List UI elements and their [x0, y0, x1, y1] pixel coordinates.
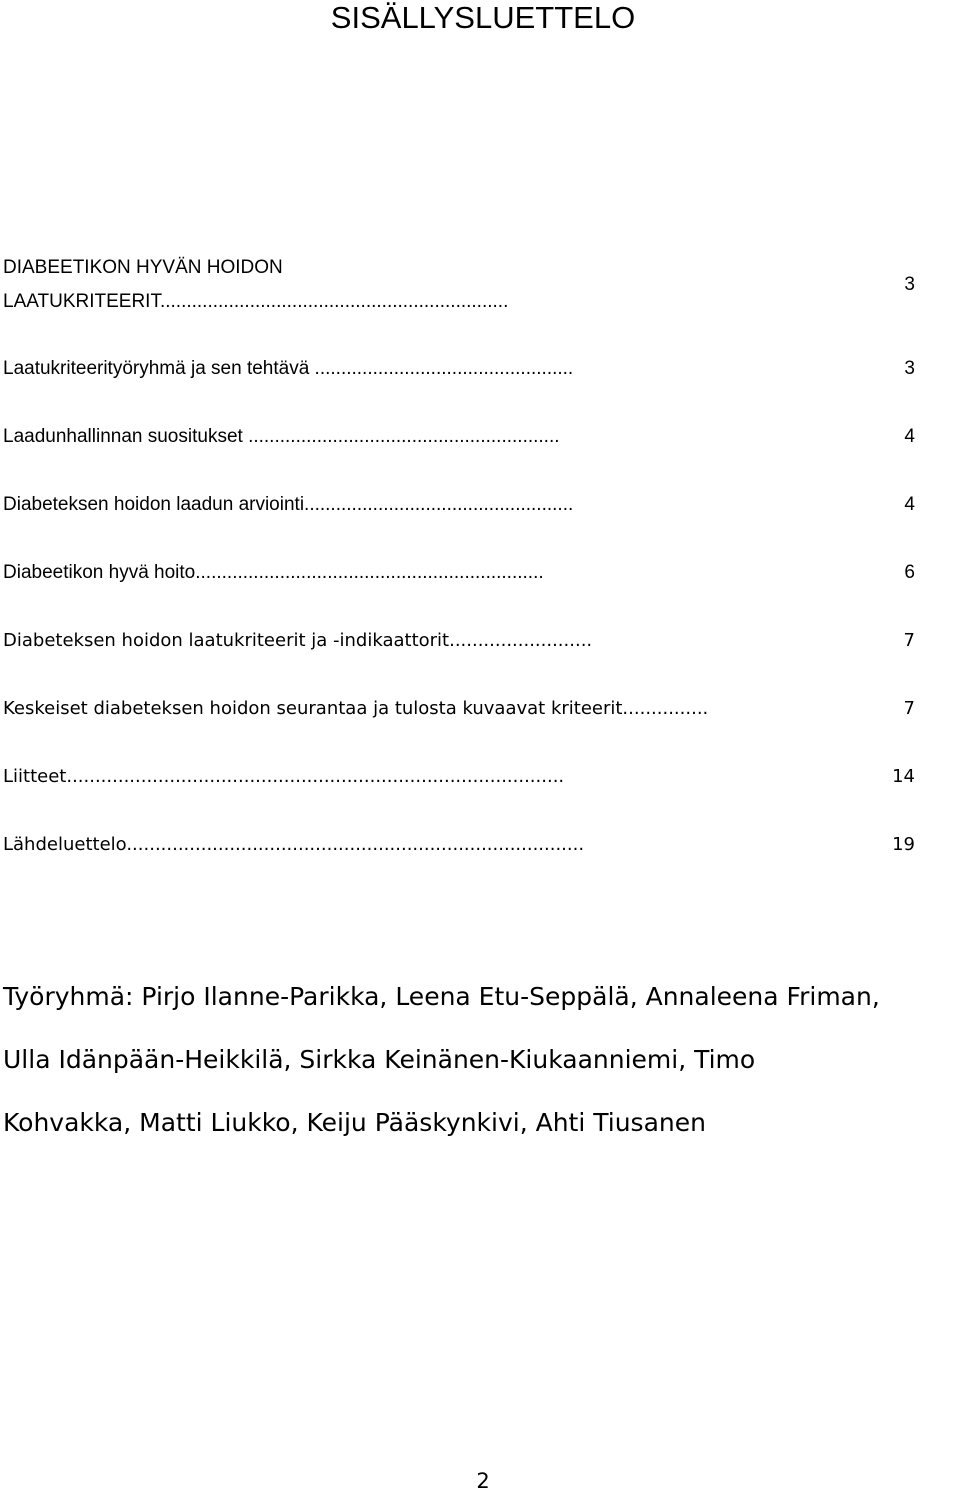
toc-entry-label: Laadunhallinnan suositukset ........................................................... [3, 426, 560, 447]
working-group [3, 972, 953, 1161]
toc-entry-8[interactable] [3, 765, 855, 789]
toc-entry-7-page: 7 [903, 698, 915, 719]
toc-entry-5[interactable] [3, 561, 843, 585]
toc-entry-6[interactable] [3, 629, 833, 653]
working-group-line-2: Ulla Idänpään-Heikkilä, Sirkka Keinänen-Kiukaanniemi, Timo [3, 1045, 756, 1074]
toc-entry-label: Diabeteksen hoidon laatukriteerit ja -indikaattorit......................... [3, 630, 593, 651]
working-group-line-1: Työryhmä: Pirjo Ilanne-Parikka, Leena Etu-Seppälä, Annaleena Friman, [3, 982, 880, 1011]
page-title: SISÄLLYSLUETTELO [330, 0, 636, 35]
toc-entry-2-page: 3 [904, 358, 915, 379]
toc-entry-3-page: 4 [904, 426, 915, 447]
toc-entry-4[interactable] [3, 493, 837, 517]
toc-entry-2[interactable] [3, 357, 843, 381]
toc-entry-9-page: 19 [892, 834, 915, 855]
toc-entry-label: Laatukriteerityöryhmä ja sen tehtävä ................................................. [3, 358, 574, 379]
toc-entry-7[interactable] [3, 697, 863, 721]
page-number: 2 [476, 1469, 490, 1493]
toc-entry-label: Diabeetikon hyvä hoito.................................................................. [3, 562, 544, 583]
toc-entry-label: Diabeteksen hoidon laadun arviointi................................................... [3, 494, 574, 515]
working-group-line-3: Kohvakka, Matti Liukko, Keiju Pääskynkivi, Ahti Tiusanen [3, 1108, 706, 1137]
toc-entry-5-page: 6 [904, 562, 915, 583]
toc-entry-3[interactable] [3, 425, 843, 449]
toc-entry-8-page: 14 [892, 766, 915, 787]
toc-entry-label: Lähdeluettelo................................................................................ [3, 834, 585, 855]
toc-entry-6-page: 7 [903, 630, 915, 651]
toc-entry-1-line2[interactable] [3, 290, 833, 314]
toc-entry-1-line1[interactable] [3, 256, 283, 280]
toc-entry-label: DIABEETIKON HYVÄN HOIDON [3, 257, 283, 278]
toc-entry-label: Liitteet....................................................................................... [3, 766, 565, 787]
toc-entry-1-page: 3 [904, 274, 915, 295]
toc-entry-label: Keskeiset diabeteksen hoidon seurantaa ja tulosta kuvaavat kriteerit............... [3, 698, 709, 719]
toc-entry-label: LAATUKRITEERIT.................................................................. [3, 291, 509, 312]
toc-entry-4-page: 4 [904, 494, 915, 515]
toc-entry-9[interactable] [3, 833, 865, 857]
